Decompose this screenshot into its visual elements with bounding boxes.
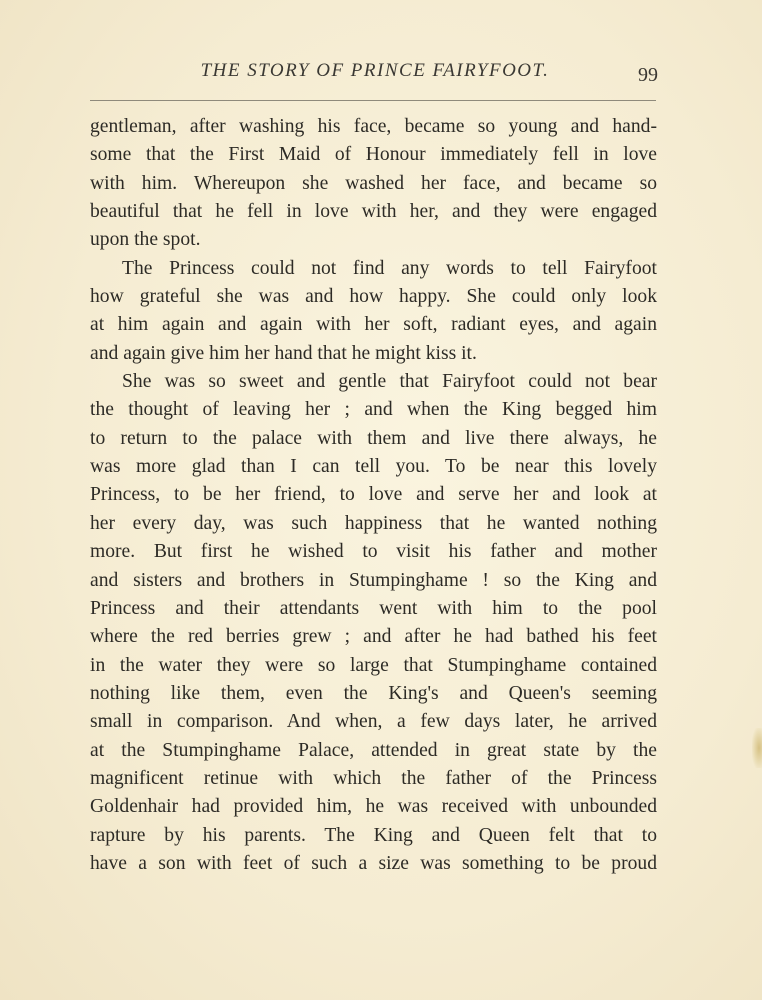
text-line: and sisters and brothers in Stumpinghame ! so the King and bbox=[90, 569, 657, 591]
text-line: at the Stumpinghame Palace, attended in great state by the bbox=[90, 739, 657, 761]
text-line: with him. Whereupon she washed her face, and became so bbox=[90, 172, 657, 194]
text-line: some that the First Maid of Honour immediately fell in love bbox=[90, 144, 657, 166]
header-rule bbox=[90, 100, 656, 101]
page-number: 99 bbox=[638, 64, 658, 86]
text-line: to return to the palace with them and live there always, he bbox=[90, 427, 657, 449]
text-line: small in comparison. And when, a few days later, he arrived bbox=[90, 711, 657, 733]
text-line: gentleman, after washing his face, became so young and hand- bbox=[90, 116, 657, 137]
text-line: the thought of leaving her ; and when the King begged him bbox=[90, 399, 657, 421]
text-line: nothing like them, even the King's and Queen's seeming bbox=[90, 682, 657, 704]
paper-stain bbox=[752, 728, 762, 768]
text-line: where the red berries grew ; and after he had bathed his feet bbox=[90, 626, 657, 648]
text-line: beautiful that he fell in love with her, and they were engaged bbox=[90, 201, 657, 223]
text-line: Princess, to be her friend, to love and serve her and look at bbox=[90, 484, 657, 506]
text-line: and again give him her hand that he might kiss it. bbox=[90, 342, 477, 364]
page-header bbox=[90, 60, 660, 90]
text-line: Princess and their attendants went with him to the pool bbox=[90, 597, 657, 619]
text-line: in the water they were so large that Stumpinghame contained bbox=[90, 654, 657, 676]
running-title: THE STORY OF PRINCE FAIRYFOOT. bbox=[200, 60, 550, 81]
text-line: was more glad than I can tell you. To be near this lovely bbox=[90, 456, 657, 478]
text-line: how grateful she was and how happy. She could only look bbox=[90, 286, 657, 308]
text-line: Goldenhair had provided him, he was received with unbounded bbox=[90, 796, 657, 818]
text-line: magnificent retinue with which the father of the Princess bbox=[90, 767, 657, 789]
text-line: rapture by his parents. The King and Queen felt that to bbox=[90, 824, 657, 846]
text-line: her every day, was such happiness that he wanted nothing bbox=[90, 512, 657, 534]
text-line: have a son with feet of such a size was something to be proud bbox=[90, 852, 657, 874]
body-text bbox=[90, 113, 657, 878]
text-line: She was so sweet and gentle that Fairyfoot could not bear bbox=[122, 371, 657, 393]
text-line: at him again and again with her soft, radiant eyes, and again bbox=[90, 314, 657, 336]
text-line: more. But first he wished to visit his father and mother bbox=[90, 541, 657, 563]
text-line: upon the spot. bbox=[90, 229, 201, 251]
text-line: The Princess could not find any words to tell Fairyfoot bbox=[122, 257, 657, 279]
